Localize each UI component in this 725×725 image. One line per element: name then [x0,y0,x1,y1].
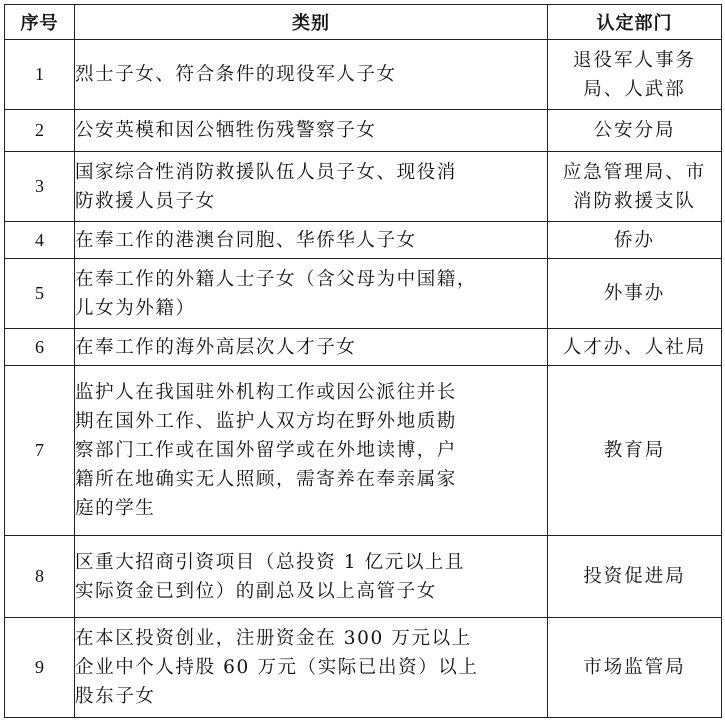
row-department [548,536,722,618]
department-line: 人才办、人社局 [562,336,707,358]
category-line: 察部门工作或在国外留学或在外地读博，户 [75,440,457,461]
department-line: 市场监管局 [583,657,686,678]
row-department [548,40,722,110]
row-category [75,618,548,718]
table-row [5,222,722,259]
table-row [5,329,722,366]
header-department: 认定部门 [548,5,722,40]
category-line: 烈士子女、符合条件的现役军人子女 [75,64,397,85]
category-line: 股东子女 [75,686,156,707]
category-line: 实际资金已到位）的副总及以上高管子女 [75,580,437,602]
row-seq: 4 [5,222,75,259]
department-line: 公安分局 [593,120,676,141]
table-row [5,259,722,329]
row-department [548,329,722,366]
row-category [75,222,548,259]
category-line: 庭的学生 [75,498,156,519]
department-line: 侨办 [613,229,655,251]
row-seq: 2 [5,110,75,152]
row-department [548,259,722,329]
row-category [75,40,548,110]
row-department [548,618,722,718]
department-line: 教育局 [603,440,666,461]
category-line: 监护人在我国驻外机构工作或因公派往并长 [75,382,457,403]
row-category [75,329,548,366]
row-seq: 1 [5,40,75,110]
category-line: 在奉工作的海外高层次人才子女 [75,336,357,358]
category-line: 防救援人员子女 [75,190,216,212]
row-category [75,366,548,536]
category-line: 公安英模和因公牺牲伤残警察子女 [75,120,377,141]
table-row [5,152,722,222]
category-line: 区重大招商引资项目（总投资 1 亿元以上且 [75,551,466,573]
row-category [75,536,548,618]
row-category [75,152,548,222]
table-row [5,366,722,536]
table-row [5,110,722,152]
category-line: 国家综合性消防救援队伍人员子女、现役消 [75,161,457,183]
row-department [548,152,722,222]
row-seq: 9 [5,618,75,718]
category-line: 期在国外工作、监护人双方均在野外地质勘 [75,411,457,432]
table-row [5,40,722,110]
category-line: 在奉工作的港澳台同胞、华侨华人子女 [75,229,417,251]
row-seq: 6 [5,329,75,366]
category-line: 籍所在地确实无人照顾，需寄养在奉亲属家 [75,469,457,490]
category-line: 在本区投资创业，注册资金在 300 万元以上 [75,628,472,649]
policy-table [4,4,722,718]
row-category [75,110,548,152]
table-row [5,618,722,718]
department-line: 应急管理局、市 [562,161,707,183]
department-line: 局、人武部 [583,78,686,100]
header-row [5,5,722,40]
row-seq: 5 [5,259,75,329]
category-line: 企业中个人持股 60 万元（实际已出资）以上 [75,657,479,678]
row-seq: 3 [5,152,75,222]
row-seq: 8 [5,536,75,618]
table-row [5,536,722,618]
row-department [548,110,722,152]
department-line: 外事办 [603,283,666,304]
row-department [548,222,722,259]
category-line: 儿女为外籍） [75,297,196,319]
header-seq: 序号 [5,5,75,40]
row-department [548,366,722,536]
department-line: 消防救援支队 [572,190,696,212]
department-line: 投资促进局 [583,566,686,587]
row-category [75,259,548,329]
department-line: 退役军人事务 [572,49,696,71]
header-category: 类别 [75,5,548,40]
row-seq: 7 [5,366,75,536]
category-line: 在奉工作的外籍人士子女（含父母为中国籍， [75,268,478,290]
